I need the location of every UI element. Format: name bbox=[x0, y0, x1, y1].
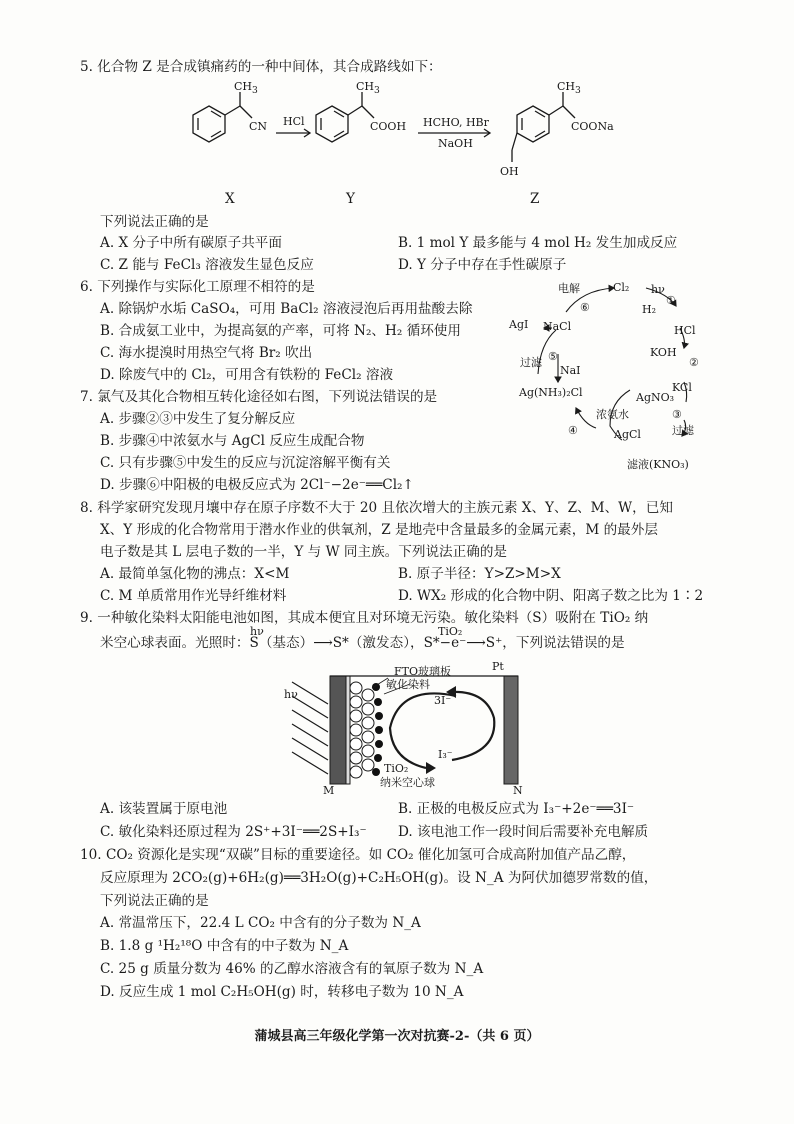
q8-line2: X、Y 形成的化合物常用于潜水作业的供氧剂，Z 是地壳中含量最多的金属元素，M 的最外层 bbox=[100, 522, 658, 538]
q8-line1: 8. 科学家研究发现月壤中存在原子序数不大于 20 且依次增大的主族元素 X、Y、Z、M、W，已知 bbox=[80, 500, 673, 516]
q5-synthesis-scheme bbox=[0, 78, 794, 218]
label-i3-minus: I₃⁻ bbox=[438, 748, 453, 761]
q6-option-d: D. 除废气中的 Cl₂，可用含有铁粉的 FeCl₂ 溶液 bbox=[100, 367, 394, 383]
label-guolv-left: 过滤 bbox=[520, 356, 542, 369]
label-dianjie: 电解 bbox=[558, 282, 580, 295]
label-sphere: 纳米空心球 bbox=[380, 776, 435, 789]
label-m: M bbox=[323, 784, 335, 797]
reagent-hcho-hbr: HCHO, HBr bbox=[423, 116, 489, 129]
q7-option-d: D. 步骤⑥中阳极的电极反应式为 2Cl⁻−2e⁻══Cl₂↑ bbox=[100, 477, 414, 493]
chlorine-cycle-diagram bbox=[510, 278, 750, 478]
label-tio2: TiO₂ bbox=[384, 762, 409, 775]
q10-option-d: D. 反应生成 1 mol C₂H₅OH(g) 时，转移电子数为 10 N_A bbox=[100, 984, 464, 1000]
q9-line1: 9. 一种敏化染料太阳能电池如图，其成本便宜且对环境无污染。敏化染料（S）吸附在 TiO₂ 纳 bbox=[80, 610, 649, 626]
q5-stem: 5. 化合物 Z 是合成镇痛药的一种中间体，其合成路线如下： bbox=[80, 59, 442, 75]
label-kcl: KCl bbox=[672, 381, 692, 394]
x-ch3-sub: 3 bbox=[252, 85, 258, 97]
q10-option-c: C. 25 g 质量分数为 46% 的乙醇水溶液含有的氧原子数为 N_A bbox=[100, 961, 484, 977]
z-oh: OH bbox=[500, 165, 519, 178]
x-ch3: CH bbox=[234, 80, 253, 93]
q6-option-c: C. 海水提溴时用热空气将 Br₂ 吹出 bbox=[100, 345, 313, 361]
q9-option-d: D. 该电池工作一段时间后需要补充电解质 bbox=[398, 824, 649, 840]
label-h2: H₂ bbox=[642, 303, 657, 316]
label-fto: FTO玻璃板 bbox=[394, 665, 451, 678]
z-ch3: CH bbox=[557, 80, 576, 93]
q8-option-b: B. 原子半径：Y>Z>M>X bbox=[398, 566, 561, 582]
q5-option-c: C. Z 能与 FeCl₃ 溶液发生显色反应 bbox=[100, 257, 314, 273]
q5-option-a: A. X 分子中所有碳原子共平面 bbox=[100, 235, 282, 251]
z-coona: COONa bbox=[571, 120, 614, 133]
page-footer: 蒲城县高三年级化学第一次对抗赛-2-（共 6 页） bbox=[254, 1029, 540, 1044]
label-n: N bbox=[513, 784, 523, 797]
y-ch3: CH bbox=[356, 80, 375, 93]
y-ch3-sub: 3 bbox=[374, 85, 380, 97]
step-4: ④ bbox=[568, 424, 578, 437]
step-6: ⑥ bbox=[580, 301, 590, 314]
label-hv: hν bbox=[651, 283, 665, 296]
label-nongan: 浓氨水 bbox=[596, 408, 629, 421]
step-1: ① bbox=[666, 294, 676, 307]
x-cn: CN bbox=[249, 120, 268, 133]
q8-option-c: C. M 单质常用作光导纤维材料 bbox=[100, 588, 287, 604]
y-cooh: COOH bbox=[370, 120, 407, 133]
label-agnh3: Ag(NH₃)₂Cl bbox=[519, 386, 583, 399]
q9-option-a: A. 该装置属于原电池 bbox=[100, 801, 228, 817]
label-nacl: NaCl bbox=[543, 320, 572, 333]
q9-option-c: C. 敏化染料还原过程为 2S⁺+3I⁻══2S+I₃⁻ bbox=[100, 824, 367, 840]
q7-stem: 7. 氯气及其化合物相互转化途径如右图，下列说法错误的是 bbox=[80, 389, 438, 405]
q10-option-a: A. 常温常压下，22.4 L CO₂ 中含有的分子数为 N_A bbox=[100, 915, 421, 931]
label-hv-light: hν bbox=[284, 688, 298, 701]
step-3-right: ③ bbox=[672, 408, 682, 421]
reagent-hcl: HCl bbox=[283, 115, 305, 128]
label-dye: 敏化染料 bbox=[386, 678, 430, 691]
label-agcl: AgCl bbox=[614, 428, 641, 441]
q5-option-b: B. 1 mol Y 最多能与 4 mol H₂ 发生加成反应 bbox=[398, 235, 678, 251]
label-x: X bbox=[225, 191, 235, 207]
q6-stem: 6. 下列操作与实际化工原理不相符的是 bbox=[80, 279, 315, 295]
q6-option-a: A. 除锅炉水垢 CaSO₄，可用 BaCl₂ 溶液浸泡后再用盐酸去除 bbox=[100, 301, 473, 317]
q9-hv-over-arrow: hν bbox=[250, 625, 264, 638]
q7-option-a: A. 步骤②③中发生了复分解反应 bbox=[100, 411, 296, 427]
label-pt: Pt bbox=[492, 660, 504, 673]
label-3i-minus: 3I⁻ bbox=[434, 694, 452, 707]
q9-option-b: B. 正极的电极反应式为 I₃⁻+2e⁻══3I⁻ bbox=[398, 801, 635, 817]
q10-line3: 下列说法正确的是 bbox=[100, 893, 209, 909]
q8-option-a: A. 最简单氢化物的沸点：X<M bbox=[100, 566, 290, 582]
label-lvye: 滤液(KNO₃) bbox=[627, 458, 689, 471]
q5-prompt: 下列说法正确的是 bbox=[100, 214, 209, 230]
label-koh: KOH bbox=[650, 346, 677, 359]
label-guolv-right: 过滤 bbox=[672, 424, 694, 437]
label-cl2: Cl₂ bbox=[613, 281, 630, 294]
q7-option-c: C. 只有步骤⑤中发生的反应与沉淀溶解平衡有关 bbox=[100, 455, 391, 471]
q7-option-b: B. 步骤④中浓氨水与 AgCl 反应生成配合物 bbox=[100, 433, 365, 449]
q5-option-d: D. Y 分子中存在手性碳原子 bbox=[398, 257, 567, 273]
label-hcl: HCl bbox=[674, 324, 696, 337]
q6-option-b: B. 合成氨工业中，为提高氨的产率，可将 N₂、H₂ 循环使用 bbox=[100, 323, 461, 339]
label-agno3: AgNO₃ bbox=[636, 391, 675, 404]
q9-tio2-over-arrow: TiO₂ bbox=[438, 625, 463, 638]
step-2: ② bbox=[689, 356, 699, 369]
q8-option-d: D. WX₂ 形成的化合物中阴、阳离子数之比为 1∶2 bbox=[398, 588, 704, 604]
reagent-naoh: NaOH bbox=[438, 137, 473, 150]
label-nai: NaI bbox=[560, 364, 581, 377]
label-z: Z bbox=[530, 191, 540, 207]
z-ch3-sub: 3 bbox=[575, 85, 581, 97]
q8-line3: 电子数是其 L 层电子数的一半，Y 与 W 同主族。下列说法正确的是 bbox=[100, 544, 508, 560]
q10-option-b: B. 1.8 g ¹H₂¹⁸O 中含有的中子数为 N_A bbox=[100, 938, 349, 954]
step-5: ⑤ bbox=[548, 350, 558, 363]
q9-line2: 米空心球表面。光照时：S（基态）⟶S*（激发态），S*−e⁻⟶S⁺，下列说法错误的是 bbox=[100, 635, 625, 651]
label-y: Y bbox=[346, 191, 355, 207]
label-agi: AgI bbox=[509, 318, 529, 331]
q10-line1: 10. CO₂ 资源化是实现“双碳”目标的重要途径。如 CO₂ 催化加氢可合成高附加值产品乙醇， bbox=[80, 847, 636, 863]
q10-line2: 反应原理为 2CO₂(g)+6H₂(g)══3H₂O(g)+C₂H₅OH(g)。设 N_A 为阿伏加德罗常数的值， bbox=[100, 870, 658, 886]
